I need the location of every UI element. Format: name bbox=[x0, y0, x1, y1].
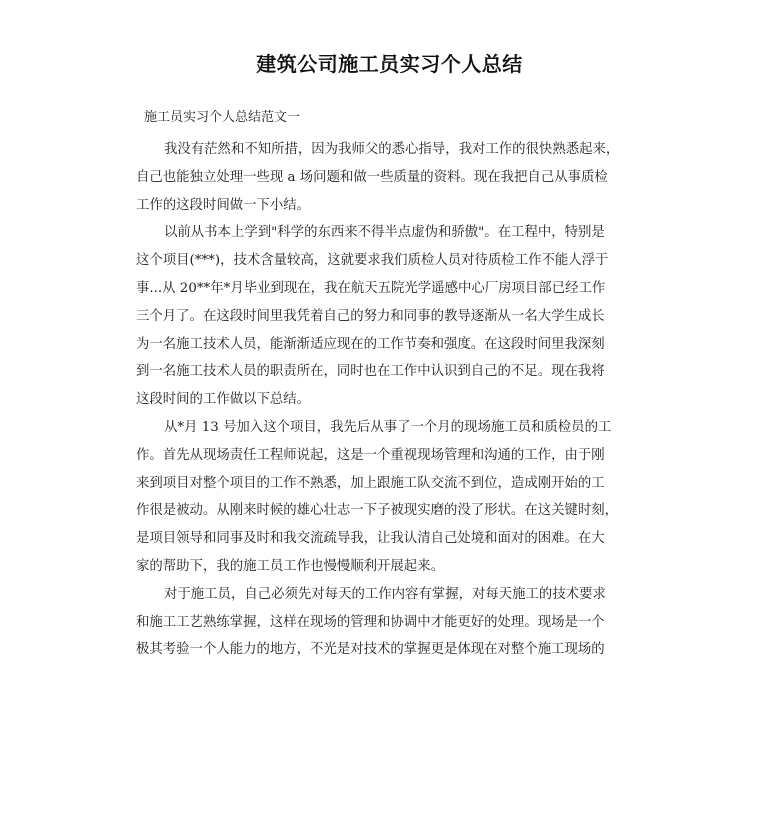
paragraph-line: 和施工工艺熟练掌握，这样在现场的管理和协调中才能更好的处理。现场是一个 bbox=[136, 614, 605, 630]
paragraph-line: 从*月 13 号加入这个项目，我先后从事了一个月的现场施工员和质检员的工 bbox=[164, 419, 612, 435]
paragraph-line: 对于施工员，自己必须先对每天的工作内容有掌握，对每天施工的技术要求 bbox=[164, 586, 606, 602]
paragraph-line: 事...从 20**年*月毕业到现在，我在航天五院光学遥感中心厂房项目部已经工作 bbox=[136, 280, 606, 296]
paragraph-line: 工作的这段时间做一下小结。 bbox=[136, 197, 311, 213]
paragraph-line: 作很是被动。从刚来时候的雄心壮志一下子被现实磨的没了形状。在这关键时刻， bbox=[136, 503, 619, 519]
paragraph-line: 为一名施工技术人员，能渐渐适应现在的工作节奏和强度。在这段时间里我深刻 bbox=[136, 336, 605, 352]
paragraph-line: 到一名施工技术人员的职责所在，同时也在工作中认识到自己的不足。现在我将 bbox=[136, 364, 605, 380]
paragraph-line: 以前从书本上学到"科学的东西来不得半点虚伪和骄傲"。在工程中，特别是 bbox=[164, 225, 605, 241]
paragraph-line: 这个项目(***)，技术含量较高，这就要求我们质检人员对待质检工作不能人浮于 bbox=[136, 253, 609, 269]
paragraph-line: 三个月了。在这段时间里我凭着自己的努力和同事的教导逐渐从一名大学生成长 bbox=[136, 308, 605, 324]
paragraph-line: 家的帮助下，我的施工员工作也慢慢顺利开展起来。 bbox=[136, 558, 444, 574]
document-title: 建筑公司施工员实习个人总结 bbox=[256, 52, 523, 76]
paragraph-line: 这段时间的工作做以下总结。 bbox=[136, 392, 311, 408]
document-subtitle: 施工员实习个人总结范文一 bbox=[144, 110, 301, 125]
paragraph-line: 是项目领导和同事及时和我交流疏导我，让我认清自己处境和面对的困难。在大 bbox=[136, 531, 605, 547]
paragraph-line: 自己也能独立处理一些现 a 场问题和做一些质量的资料。现在我把自己从事质检 bbox=[136, 169, 608, 185]
paragraph-line: 极其考验一个人能力的地方，不光是对技术的掌握更是体现在对整个施工现场的 bbox=[136, 642, 605, 658]
document-body bbox=[136, 136, 656, 664]
paragraph-line: 我没有茫然和不知所措，因为我师父的悉心指导，我对工作的很快熟悉起来， bbox=[164, 142, 620, 157]
paragraph-line: 来到项目对整个项目的工作不熟悉，加上跟施工队交流不到位，造成刚开始的工 bbox=[136, 475, 605, 491]
paragraph-line: 作。首先从现场责任工程师说起，这是一个重视现场管理和沟通的工作，由于刚 bbox=[136, 447, 605, 463]
